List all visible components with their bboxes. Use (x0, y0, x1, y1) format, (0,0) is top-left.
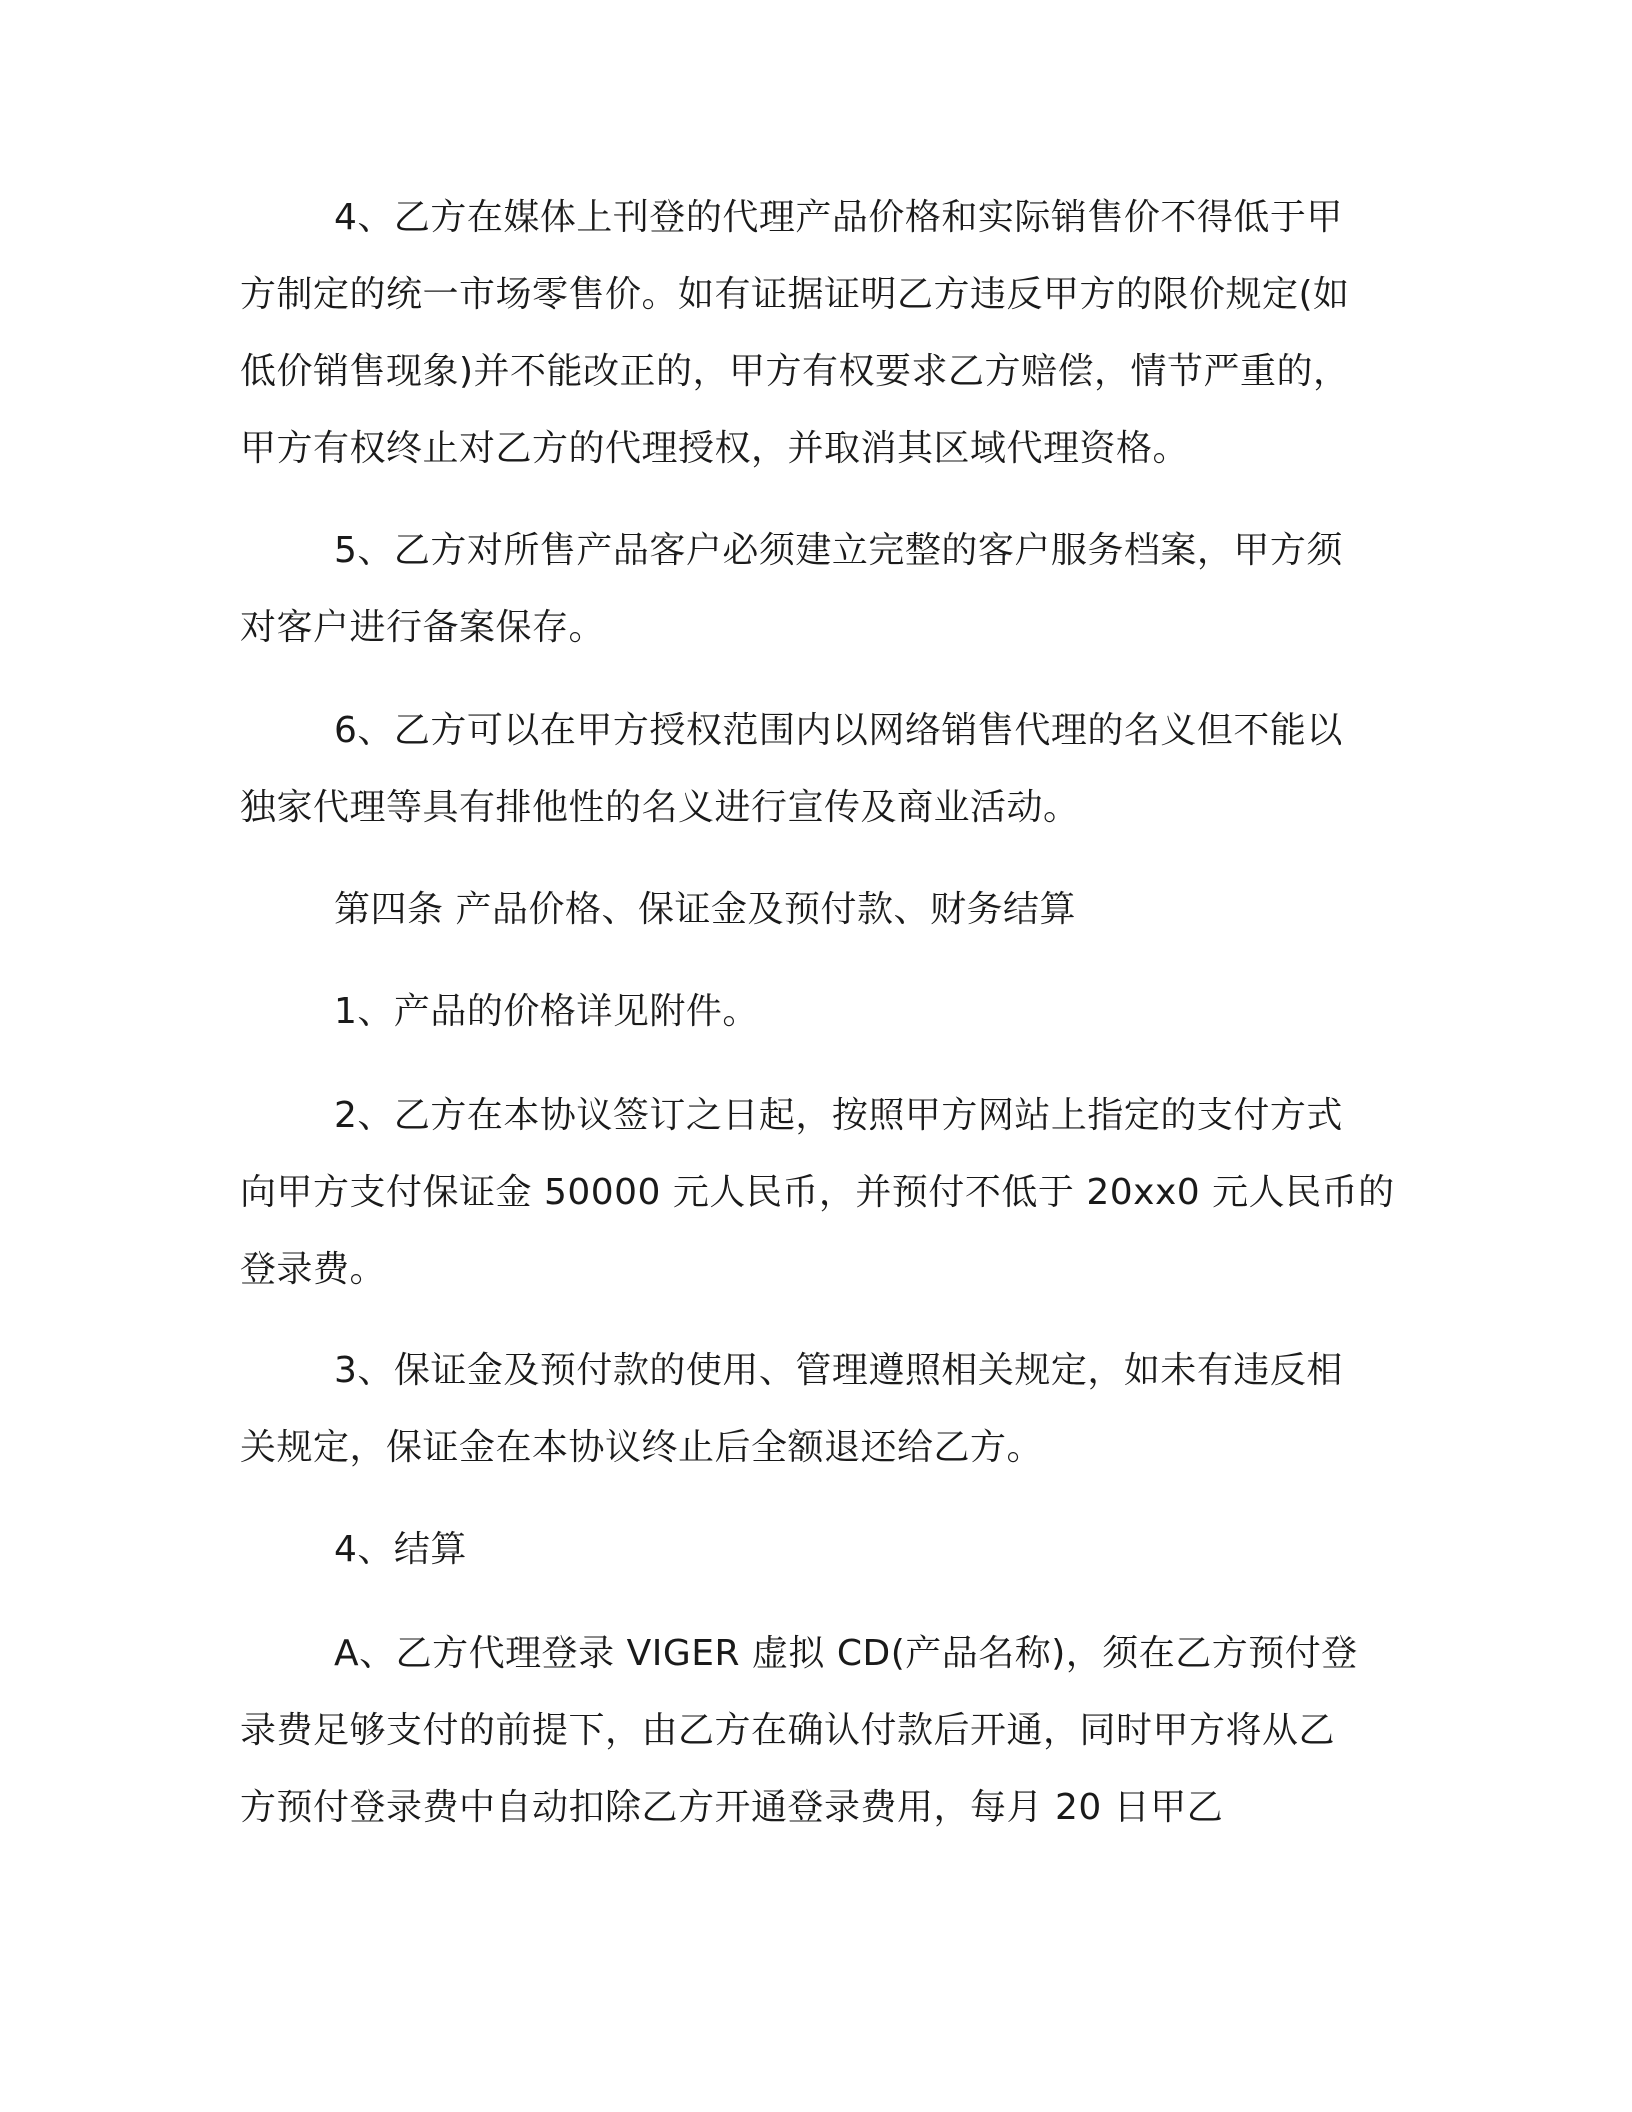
item-3-line-1: 3、保证金及预付款的使用、管理遵照相关规定，如未有违反相 (334, 1350, 1343, 1391)
clause-4-line-4: 甲方有权终止对乙方的代理授权，并取消其区域代理资格。 (240, 428, 1190, 469)
clause-4-line-2: 方制定的统一市场零售价。如有证据证明乙方违反甲方的限价规定(如 (240, 274, 1350, 315)
clause-5-line-2: 对客户进行备案保存。 (240, 607, 606, 648)
item-1-line-1: 1、产品的价格详见附件。 (334, 991, 759, 1032)
item-2-line-1: 2、乙方在本协议签订之日起，按照甲方网站上指定的支付方式 (334, 1095, 1343, 1136)
item-4a-line-3: 方预付登录费中自动扣除乙方开通登录费用，每月 20 日甲乙 (240, 1787, 1224, 1828)
item-4a-line-1: A、乙方代理登录 VIGER 虚拟 CD(产品名称)，须在乙方预付登 (334, 1633, 1358, 1674)
item-3-line-2: 关规定，保证金在本协议终止后全额退还给乙方。 (240, 1427, 1044, 1468)
item-4-line-1: 4、结算 (334, 1529, 467, 1570)
clause-4-line-1: 4、乙方在媒体上刊登的代理产品价格和实际销售价不得低于甲 (334, 197, 1343, 238)
item-2-line-3: 登录费。 (240, 1249, 387, 1290)
clause-6-line-2: 独家代理等具有排他性的名义进行宣传及商业活动。 (240, 787, 1080, 828)
clause-4-line-3: 低价销售现象)并不能改正的，甲方有权要求乙方赔偿，情节严重的， (240, 351, 1350, 392)
item-4a-line-2: 录费足够支付的前提下，由乙方在确认付款后开通，同时甲方将从乙 (240, 1710, 1336, 1751)
section-heading: 第四条 产品价格、保证金及预付款、财务结算 (334, 889, 1076, 930)
item-2-line-2: 向甲方支付保证金 50000 元人民币，并预付不低于 20xx0 元人民币的 (240, 1172, 1395, 1213)
clause-6-line-1: 6、乙方可以在甲方授权范围内以网络销售代理的名义但不能以 (334, 710, 1343, 751)
clause-5-line-1: 5、乙方对所售产品客户必须建立完整的客户服务档案，甲方须 (334, 530, 1343, 571)
